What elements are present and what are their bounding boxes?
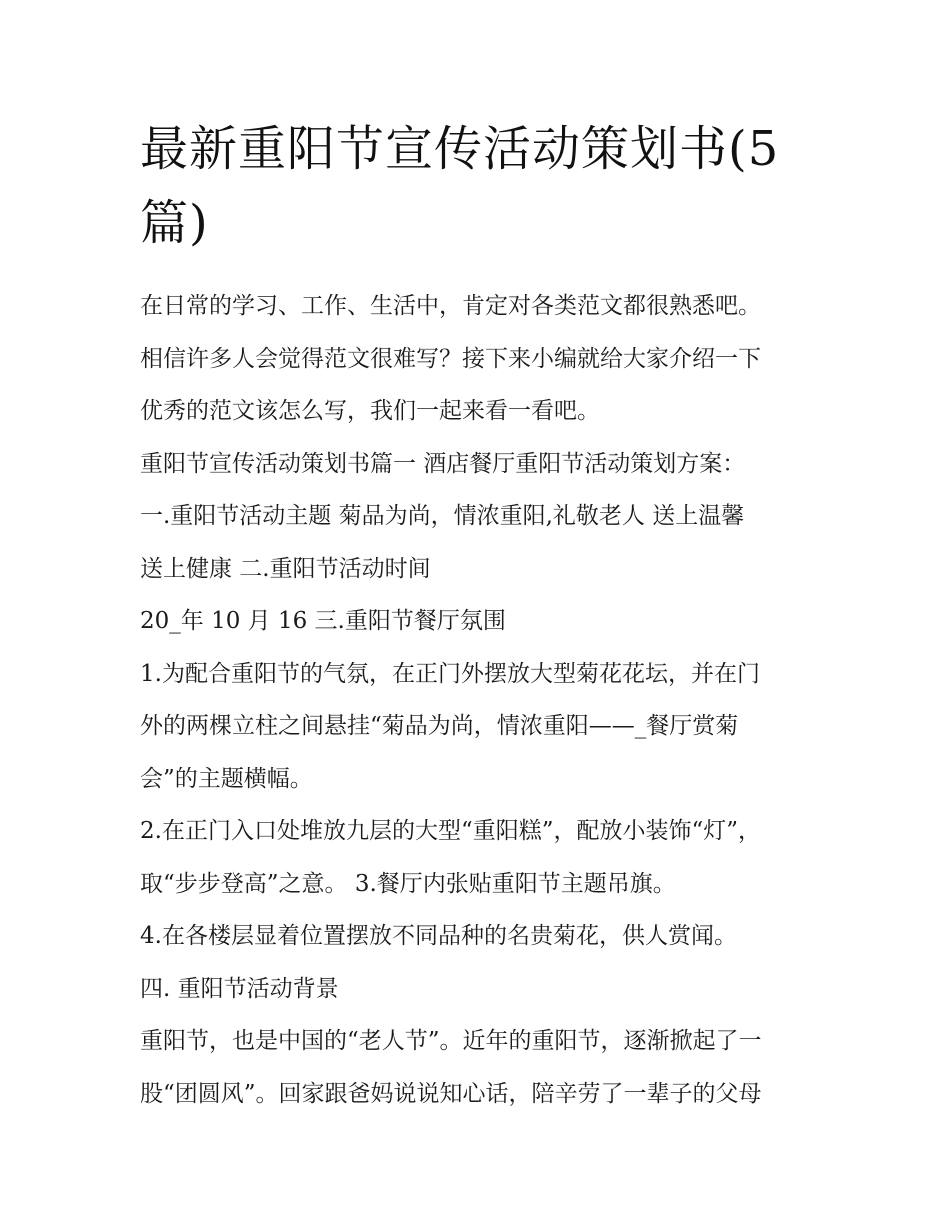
text-line: 优秀的范文该怎么写，我们一起来看一看吧。 [140, 398, 600, 424]
text-line: 送上健康 二.重阳节活动时间 [140, 555, 431, 582]
text-line: 在日常的学习、工作、生活中，肯定对各类范文都很熟悉吧。 [140, 293, 761, 319]
text-line: 2.在正门入口处堆放九层的大型“重阳糕”，配放小装饰“灯”， [140, 818, 761, 844]
title-line-2: 篇) [140, 195, 209, 251]
text-line: 股“团圆风”。回家跟爸妈说说知心话，陪辛劳了一辈子的父母 [140, 1080, 762, 1107]
text-line: 取“步步登高”之意。 3.餐厅内张贴重阳节主题吊旗。 [140, 870, 676, 897]
text-line: 外的两棵立柱之间悬挂“菊品为尚，情浓重阳——_餐厅赏菊 [140, 713, 739, 739]
text-line: 一.重阳节活动主题 菊品为尚，情浓重阳,礼敬老人 送上温馨 [140, 503, 745, 529]
text-line: 重阳节宣传活动策划书篇一 酒店餐厅重阳节活动策划方案： [140, 450, 746, 477]
text-line: 四. 重阳节活动背景 [140, 975, 339, 1002]
body-text [140, 280, 815, 1120]
text-line: 1.为配合重阳节的气氛，在正门外摆放大型菊花花坛，并在门 [140, 660, 760, 687]
title-line-1: 最新重阳节宣传活动策划书(5 [140, 121, 780, 177]
text-line: 4.在各楼层显着位置摆放不同品种的名贵菊花，供人赏闻。 [140, 923, 737, 949]
text-line: 会”的主题横幅。 [140, 765, 313, 792]
text-line: 重阳节，也是中国的“老人节”。近年的重阳节，逐渐掀起了一 [140, 1028, 762, 1054]
text-line: 20_年 10 月 16 三.重阳节餐厅氛围 [140, 608, 506, 634]
document-title [140, 112, 810, 260]
text-line: 相信许多人会觉得范文很难写？接下来小编就给大家介绍一下 [140, 345, 761, 372]
